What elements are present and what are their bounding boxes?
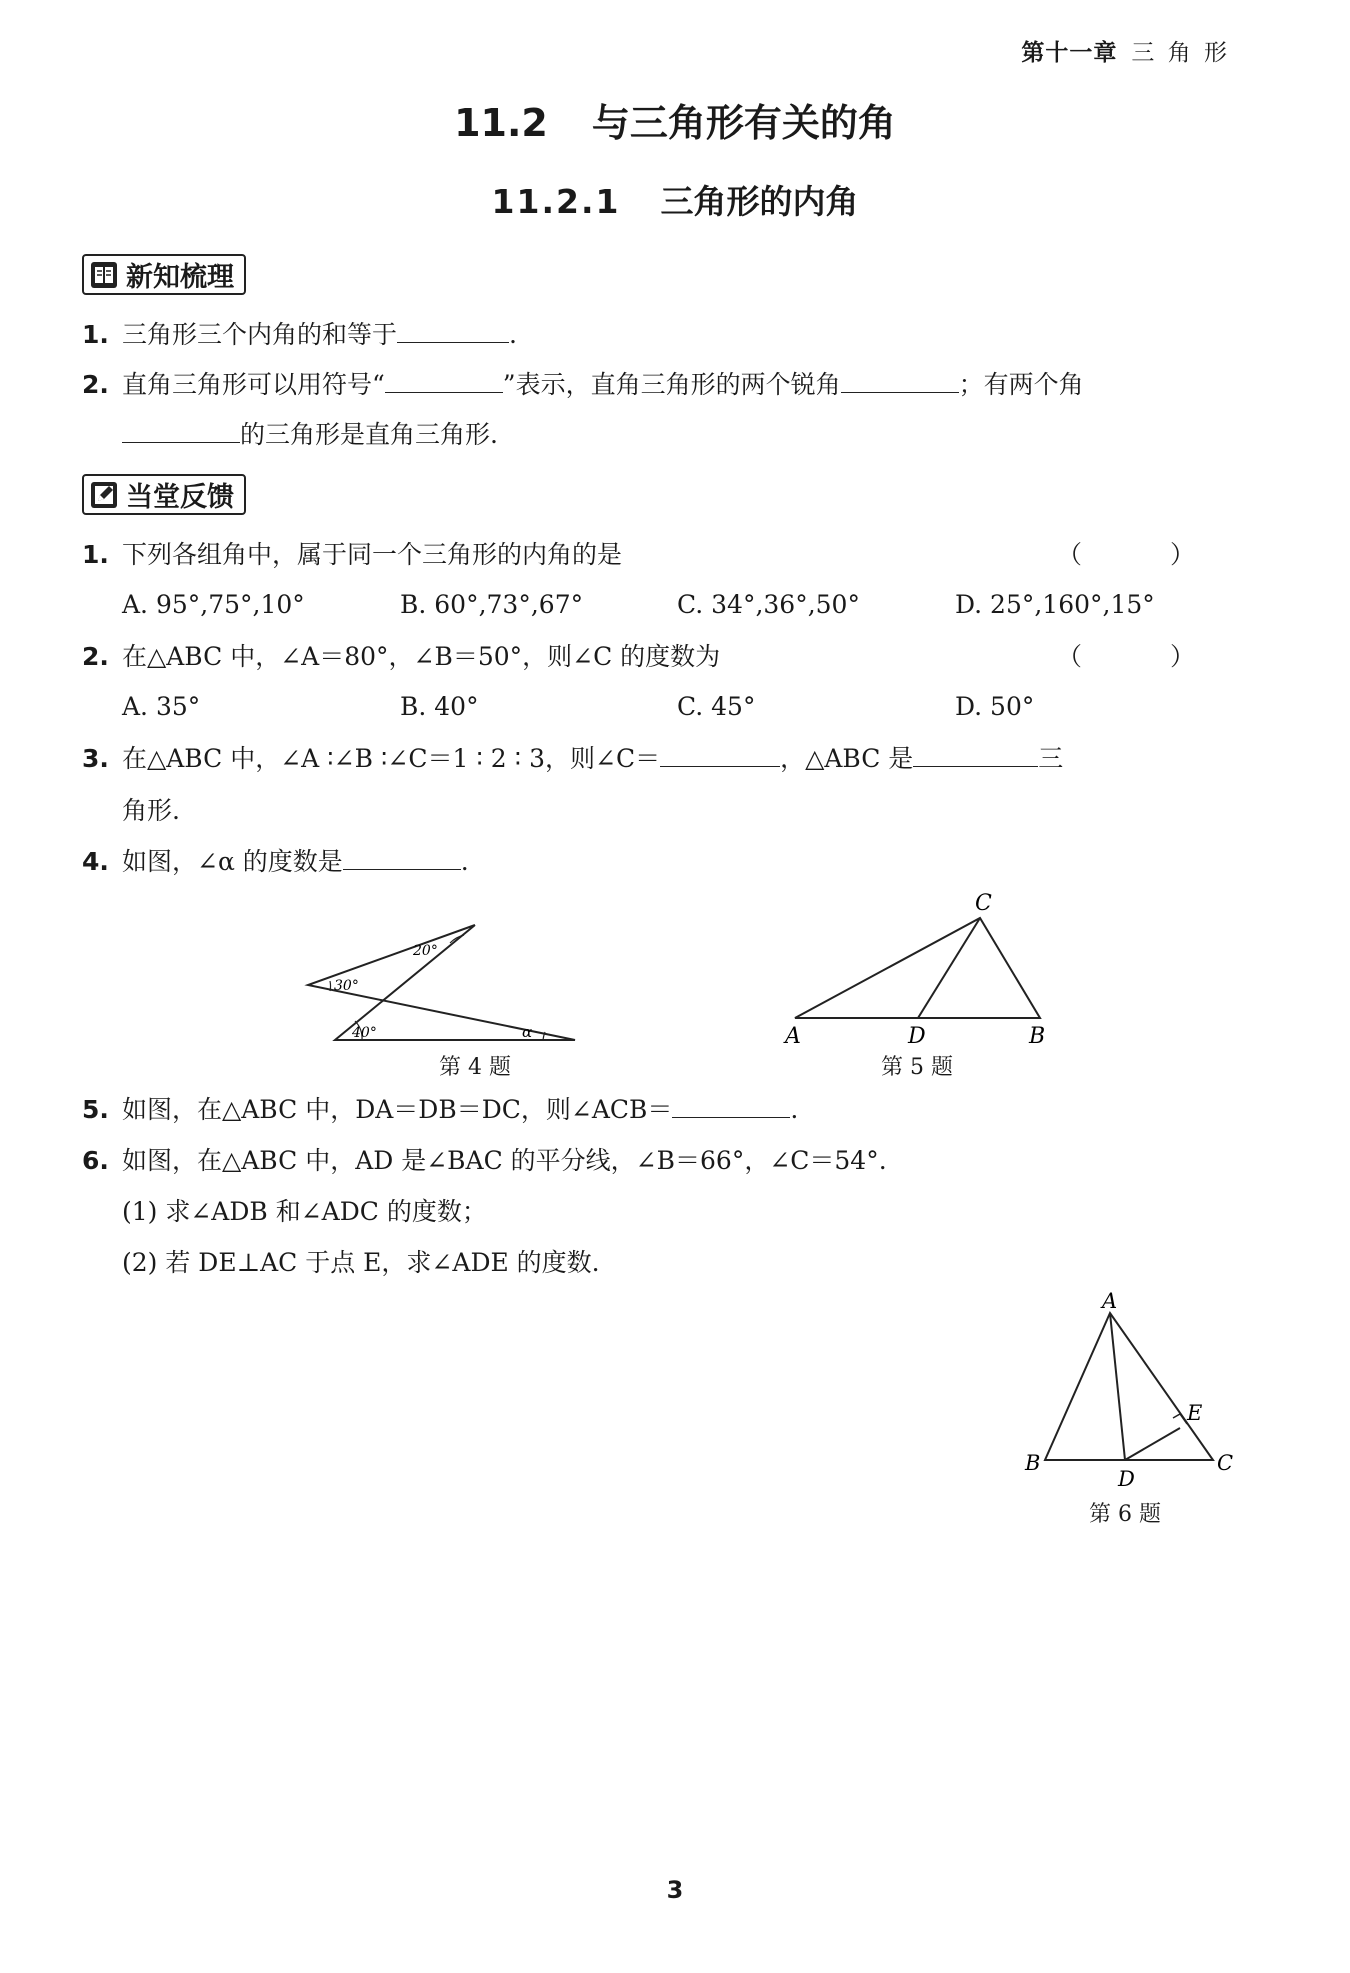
point-c-label: C [975, 891, 992, 916]
section-number: 11.2 [454, 101, 548, 145]
angle-20-label: 20° [413, 943, 438, 959]
chapter-number: 第十一章 [1021, 40, 1118, 66]
chapter-header [1021, 34, 1230, 67]
answer-blank[interactable] [841, 368, 959, 393]
option-d[interactable]: D. 50° [955, 692, 1035, 721]
angle-alpha-label: α [522, 1023, 533, 1041]
q1-options [122, 590, 1242, 624]
feedback-q4: 4. 如图，∠α 的度数是 . [82, 847, 469, 876]
answer-blank[interactable] [672, 1093, 790, 1118]
page-number: 3 [666, 1876, 684, 1904]
figure-5 [775, 890, 1065, 1050]
section-head-knowledge [82, 254, 246, 295]
point-d-label: D [908, 1024, 926, 1049]
knowledge-q1: 1. 三角形三个内角的和等于 . [82, 320, 517, 349]
point-b-label: B [1025, 1451, 1041, 1475]
section-head-label: 新知梳理 [126, 262, 234, 293]
point-a-label: A [785, 1024, 801, 1049]
figure-4 [300, 915, 650, 1055]
answer-blank[interactable] [343, 845, 461, 870]
knowledge-q2-cont: 的三角形是直角三角形. [122, 418, 1235, 452]
feedback-q2: 2. 在△ABC 中，∠A＝80°，∠B＝50°，则∠C 的度数为 （ ） [82, 640, 1235, 674]
subsection-number: 11.2.1 [491, 182, 621, 221]
figure-6 [1015, 1288, 1255, 1488]
figure-4-caption: 第 4 题 [439, 1055, 511, 1080]
answer-blank[interactable] [122, 418, 240, 443]
pencil-icon [90, 481, 118, 509]
feedback-q5: 5. 如图，在△ABC 中，DA＝DB＝DC，则∠ACB＝ . [82, 1095, 799, 1124]
point-e-label: E [1187, 1401, 1203, 1425]
section-head-feedback [82, 474, 246, 515]
option-c[interactable]: C. 45° [677, 692, 756, 721]
answer-blank[interactable] [913, 742, 1038, 767]
subsection-title [0, 176, 1350, 223]
option-a[interactable]: A. 35° [122, 692, 201, 721]
feedback-q6-part1: (1) 求∠ADB 和∠ADC 的度数； [122, 1197, 487, 1226]
figure-6-caption: 第 6 题 [1089, 1502, 1161, 1527]
point-d-label: D [1118, 1467, 1135, 1488]
feedback-q6-part2: (2) 若 DE⊥AC 于点 E，求∠ADE 的度数. [122, 1248, 600, 1277]
point-b-label: B [1029, 1024, 1046, 1049]
angle-40-label: 40° [352, 1025, 377, 1041]
answer-paren[interactable]: （ ） [1057, 642, 1235, 671]
figure-5-caption: 第 5 题 [881, 1055, 953, 1080]
subsection-title-text: 三角形的内角 [660, 182, 859, 221]
option-b[interactable]: B. 60°,73°,67° [400, 590, 584, 619]
answer-paren[interactable]: （ ） [1057, 540, 1235, 569]
chapter-name: 三 角 形 [1131, 40, 1230, 66]
feedback-q1: 1. 下列各组角中，属于同一个三角形的内角的是 （ ） [82, 538, 1235, 572]
feedback-q3: 3. 在△ABC 中，∠A ∶∠B ∶∠C＝1 ∶ 2 ∶ 3，则∠C＝ ，△ABC 是 三 [82, 744, 1064, 773]
answer-blank[interactable] [397, 318, 509, 343]
q2-options [122, 692, 1242, 726]
knowledge-q2: 2. 直角三角形可以用符号“ ”表示，直角三角形的两个锐角 ；有两个角 [82, 370, 1084, 399]
point-a-label: A [1102, 1289, 1118, 1313]
answer-blank[interactable] [660, 742, 780, 767]
section-title-text: 与三角形有关的角 [591, 101, 896, 145]
section-head-label: 当堂反馈 [126, 482, 234, 513]
answer-blank[interactable] [385, 368, 503, 393]
option-c[interactable]: C. 34°,36°,50° [677, 590, 860, 619]
option-a[interactable]: A. 95°,75°,10° [122, 590, 305, 619]
section-title [0, 92, 1350, 147]
point-c-label: C [1217, 1451, 1234, 1475]
option-d[interactable]: D. 25°,160°,15° [955, 590, 1155, 619]
option-b[interactable]: B. 40° [400, 692, 479, 721]
angle-30-label: 30° [334, 978, 359, 994]
feedback-q3-cont: 角形. [122, 796, 180, 825]
feedback-q6: 6. 如图，在△ABC 中，AD 是∠BAC 的平分线，∠B＝66°，∠C＝54°. [82, 1146, 887, 1175]
book-icon [90, 261, 118, 289]
